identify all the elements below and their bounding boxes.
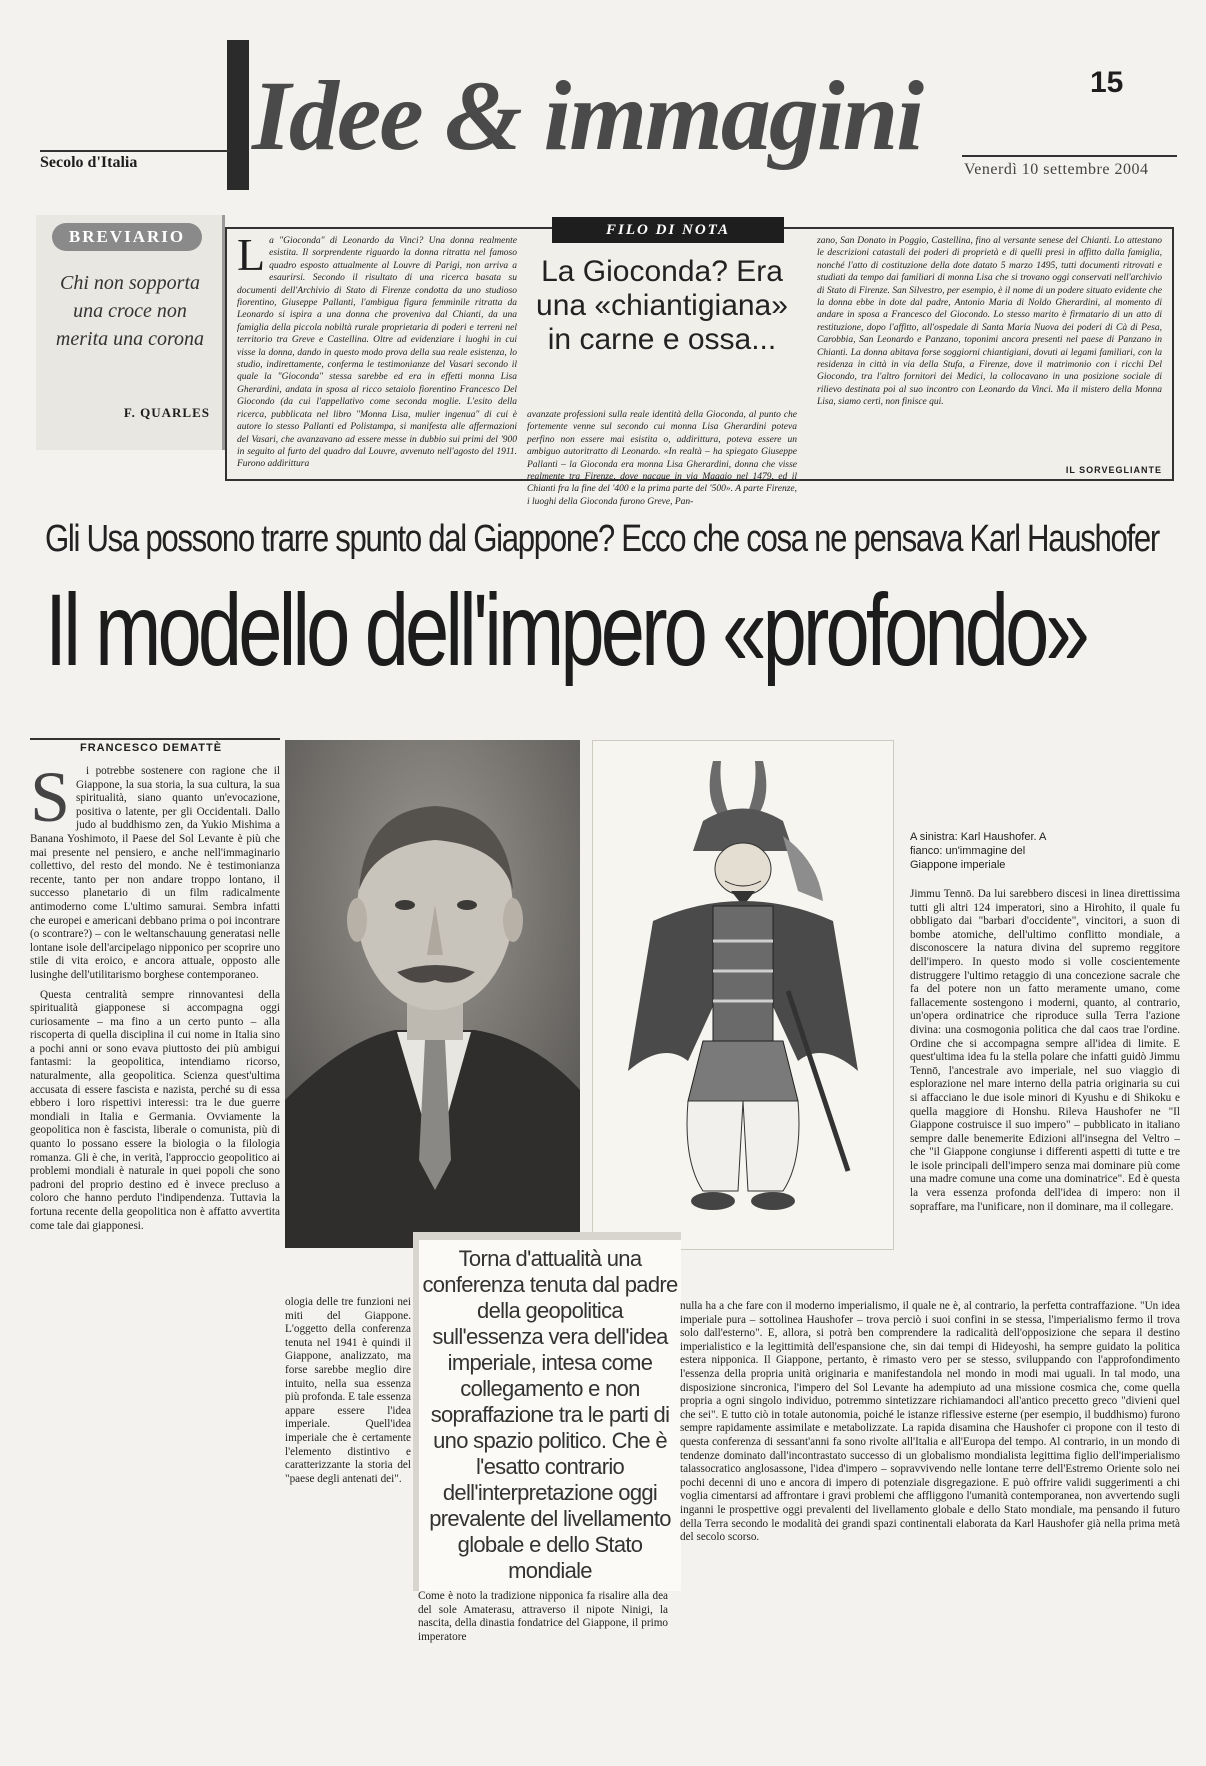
filo-di-nota-signature: IL SORVEGLIANTE	[1065, 465, 1162, 475]
article-column-2: ologia delle tre funzioni nei miti del Giappone. L'oggetto della conferenza tenuta nel 1941 è quindi il Giappone, analizzato, ma forse sarebbe meglio dire intuito, nella sua essenza più profonda. E tale essenza appare essere l'idea imperiale. Quell'idea imperiale che è certamente l'elemento distintivo e caratterizzante la storia del "paese degli antenati dei".	[285, 1296, 411, 1485]
filo-di-nota-column-3: zano, San Donato in Poggio, Castellina, fino al versante senese del Chianti. Lo attestano le descrizioni catastali dei poderi di proprietà e di quelli presi in affitto dalla famiglia, nonché l'atto di costituzione della dote datato 5 marzo 1495, tutti documenti ritrovati e studiati da tempo dai familiari di monna Lisa che si trovano oggi conservati nell'archivio di Stato di Firenze. San Silvestro, per esempio, è il nome di un podere situato evidente che la donna ebbe in dote dal padre, Antonio Maria di Noldo Gherardini, al momento di andare in sposa a Francesco del Giocondo. Lo stesso marito è firmatario di un atto di restituzione, dopo l'affitto, all'ospedale di Santa Maria Nuova dei poderi di Cà di Pesa, Carobbia, San Leonardo e Panzano, toponimi ancora presenti nel paese di Panzano in Chianti. La donna abitava forse soggiorni chiantigiani, dovuti ai legami familiari, con la residenza in città in via della Stufa, a Firenze, dove il matrimonio con i ricchi Del Giocondo, tra l'altro fornitori dei Medici, la collocavano in una posizione sociale di rilievo destinata poi al suo incontro con Leonardo da Vinci. Ma il mistero della Monna Lisa, siamo certi, non finisce qui.	[817, 236, 1162, 408]
pullquote: Torna d'attualità una conferenza tenuta dal padre della geopolitica sull'essenza vera dell'idea imperiale, intesa come collegamento e non sopraffazione tra le parti di uno spazio politico. Che è l'esatto contrario dell'interpretazione oggi prevalente del livellamento globale e dello Stato mondiale	[413, 1232, 681, 1591]
warrior-drawing	[593, 741, 893, 1249]
masthead-bar-left	[227, 40, 249, 190]
article-bottom-left: Come è noto la tradizione nipponica fa risalire alla dea del sole Amaterasu, attraverso il nipote Ninigi, la nascita, della dinastia fondatrice del Giappone, il primo imperatore	[418, 1590, 668, 1643]
masthead-rule-right	[962, 155, 1177, 157]
page-number: 15	[1090, 66, 1124, 99]
article-column-3: Jimmu Tennō. Da lui sarebbero discesi in linea direttissima tutti gli altri 124 imperatori, sino a Hirohito, il quale fu obbligato dai "barbari d'occidente", vincitori, a suon di bombe atomiche, dell'ultimo conflitto mondiale, a disconoscere la natura divina del supremo reggitore dell'impero. In questo modo si volle coscientemente distruggere l'ultimo retaggio di una concezione sacrale che fa del potere non un fatto meramente umano, come fallacemente sostengono i moderni, quanto, al contrario, un'opera ordinatrice che riproduce sulla Terra l'azione divina: una cosmogonia politica che dal caos trae l'ordine. Ordine che si accompagna sempre all'idea di limite. E quest'ultima idea fu la stella polare che infatti guidò Jimmu Tennō, l'ancestrale avo imperiale, nel suo viaggio di esplorazione nel mare interno della patria originaria su cui si affacciano le due isole minori di Kyushu e di Shikoku e quella maggiore di Honshu. Rileva Haushofer ne "Il Giappone costruisce il suo impero" – pubblicato in italiano sempre dalle benemerite Edizioni all'insegna del Veltro – che "il Giappone congiunse i differenti aspetti di tutte e tre le isole principali dell'impero senza mai dominare più come una madre comune una come una dominatrice". Ed è questa la vera essenza profonda dell'idea di impero: non il sopraffare, ma l'unificare, non il dominare, ma il collegare.	[910, 888, 1180, 1213]
filo-di-nota-label: FILO DI NOTA	[552, 217, 784, 243]
portrait-illustration	[285, 740, 580, 1248]
breviario-quote: Chi non sopporta una croce non merita una corona	[55, 272, 205, 350]
issue-date: Venerdì 10 settembre 2004	[964, 161, 1149, 178]
article-paragraph: i potrebbe sostenere con ragione che il Giappone, la sua storia, la sua cultura, la sua spiritualità, siano quanto un'evocazione, positiva o latente, per gli Occidentali. Dallo judo al buddhismo zen, da Yukio Mishima a Banana Yoshimoto, il Paese del Sol Levante è più che mai presente nel pensiero, e anche nell'immaginario collettivo, del resto del mondo. Ne è testimonianza recente, tanto per non andare troppo lontano, il successo planetario di un film radicalmente antimoderno come L'ultimo samurai. Sembra infatti che europei e americani debbano prima o poi incontrare (o scontrare?) – con le weltanschauung generatasi nelle lontane isole dell'arcipelago nipponico per scoprire uno stile di vita eroico, e ancora attuale, opposto alle lusinghe dell'utilitarismo borghese contemporaneo.	[30, 765, 280, 981]
article-dropcap: S	[30, 757, 71, 837]
article-title: Il modello dell'impero «profondo»	[45, 573, 1086, 687]
byline-rule	[30, 738, 280, 740]
filo-di-nota-box	[225, 222, 1174, 507]
article-paragraph: Questa centralità sempre rinnovantesi della spiritualità giapponese si accompagna oggi curiosamente – ma fino a un certo punto – alla riscoperta di quella disciplina il cui nome in Italia sino a pochi anni or sono evava piuttosto dei più ambigui fantasmi: la geopolitica, intendiamo ricorso, naturalmente, alla geopolitica. Scienza quest'ultima accusata di essere fascista e nazista, perché su di essa ebbero i loro rispettivi interessi: tra le due guerre mondiali in Italia e Germania. Ovviamente la geopolitica non è fascista, liberale o comunista, più di quanto lo possano essere la biologia o la filologia romanza. Gli è che, in verità, l'approccio geopolitico ai problemi mondiali è naturale in quei popoli che sono padroni del proprio destino ed è invece precluso a coloro che hanno perduto l'indipendenza. Tuttavia la fortuna recente della geopolitica non è affatto avvertita come tale dai giapponesi.	[30, 988, 280, 1232]
column-text: a "Gioconda" di Leonardo da Vinci? Una donna realmente esistita. Il sorprendente riguardo la donna ritratta nel famoso quadro esposto attualmente al Louvre di Parigi, non arriva a esaurirsi. Secondo il risultato di una ricerca basata su documenti dell'Archivio di Stato di Firenze condotta da uno studioso fiorentino, Giuseppe Pallanti, l'ambigua figura femminile ritratta da Leonardo si ispira a una donna che proveniva dal Chianti, da una famiglia della piccola nobiltà rurale proprietaria di poderi e terreni nel territorio tra Greve e Castellina. Oltre ad evidenziare i luoghi in cui visse la donna, dando in questo modo prova della sua reale esistenza, lo studio, indirettamente, conferma le testimonianze del Vasari secondo il quale la "Gioconda" stessa sarebbe ed era in effetti monna Lisa Gherardini, andata in sposa al ricco setaiolo fiorentino Francesco Del Giocondo (da cui l'appellativo come seconda moglie. L'esito della ricerca, pubblicata nel libro "Monna Lisa, mulier ingenua" di cui è autore lo stesso Pallanti ed Polistampa, si manifesta alle affermazioni del Vasari, che avanzavano ad essere messe in dubbio sui primi del '900 in seguito al furto del quadro dal Louvre, avvenuto nell'agosto del 1911. Furono addirittura	[237, 236, 517, 470]
breviario-label: BREVIARIO	[52, 223, 202, 251]
masthead	[32, 30, 1182, 200]
section-logo: Idee & immagini	[252, 60, 922, 171]
article-byline: FRANCESCO DEMATTÈ	[80, 742, 223, 754]
breviario-author: F. QUARLES	[123, 405, 210, 420]
filo-di-nota-column-2: avanzate professioni sulla reale identità della Gioconda, al punto che fortemente venne sul secondo cui monna Lisa Gherardini poteva perfino non essere mai esistita o, addirittura, poteva essere un ambiguo autoritratto di Leonardo. «In realtà – ha spiegato Giuseppe Pallanti – la Gioconda era monna Lisa Gherardini, donna che visse realmente tra Firenze, dove nacque in via Maggio nel 1479, ed il Chianti fra la fine del '400 e la prima parte del '500». A parte Firenze, i luoghi della Gioconda furono Greve, Pan-	[527, 410, 797, 507]
haushofer-photo	[285, 740, 580, 1248]
top-section	[20, 205, 1180, 507]
publication-name: Secolo d'Italia	[40, 154, 138, 171]
photo-caption: A sinistra: Karl Haushofer. A fianco: un'immagine del Giappone imperiale	[910, 831, 1046, 871]
breviario-box	[36, 215, 225, 450]
dropcap: L	[237, 229, 266, 280]
filo-di-nota-column-1	[237, 229, 517, 471]
masthead-rule-left	[40, 150, 230, 152]
filo-di-nota-headline: La Gioconda? Era una «chiantigiana» in carne e ossa...	[536, 255, 788, 356]
japanese-warrior-illustration	[592, 740, 894, 1250]
article-bottom-right: nulla ha a che fare con il moderno imperialismo, il quale ne è, al contrario, la perfetta contraffazione. "Un idea imperiale pura – sottolinea Haushofer – trova perciò i suoi confini in se stessa, l'imperialismo fermo il trova solo dall'esterno". E, allora, si potrà ben comprendere la radicalità dell'opposizione che separa il destino imperialistico e la legittimità dell'espansione che, sin dai tempi di Hideyoshi, ha sempre guidato la politica estera nipponica. Il Giappone, pertanto, è rimasto vero per se stesso, sviluppando con l'approfondimento l'essenza della propria unità originaria e manifestandola nel mondo in modi mai uguali. In tal modo, una disposizione sincronica, l'impero del Sol Levante ha adempiuto ad una missione cosmica che, come quella propria a ogni singolo individuo, potremmo sintetizzare richiamandoci all'antico precetto greco "divieni quel che sei". E tutto ciò in totale autonomia, poiché le istanze riflessive esterne (per esempio, il buddhismo) furono sempre rapidamente assimilate e metabolizzate. La rapida disamina che Haushofer ci propone con il testo di questa conferenza di sessant'anni fa sono rivolte all'Italia e all'Europa del tempo. Al contrario, in un mondo di tendenze dominato dall'incontrastato successo di un globalismo mondialista legittima figlio dell'imperialismo talassocratico anglosassone, l'idea d'impero – sopravvivendo nelle lontane terre dell'Estremo Oriente solo nei pochi decenni di uno e ancora di impero di potenziale disgregazione. E può offrire validi suggerimenti a chi voglia cimentarsi ad affrontare i gravi problemi che affliggono l'umanità contemporanea, non avvertendo sugli inganni le prospettive oggi prevalenti del livellamento globale e dello Stato mondiale, ma pensando il futuro della Terra secondo le modalità dei grandi spazi continentali elaborata da Karl Haushofer già nella prima metà del secolo scorso.	[680, 1300, 1180, 1544]
article-column-1	[30, 757, 280, 1585]
article-kicker: Gli Usa possono trarre spunto dal Giappone? Ecco che cosa ne pensava Karl Haushofer	[45, 518, 1159, 560]
